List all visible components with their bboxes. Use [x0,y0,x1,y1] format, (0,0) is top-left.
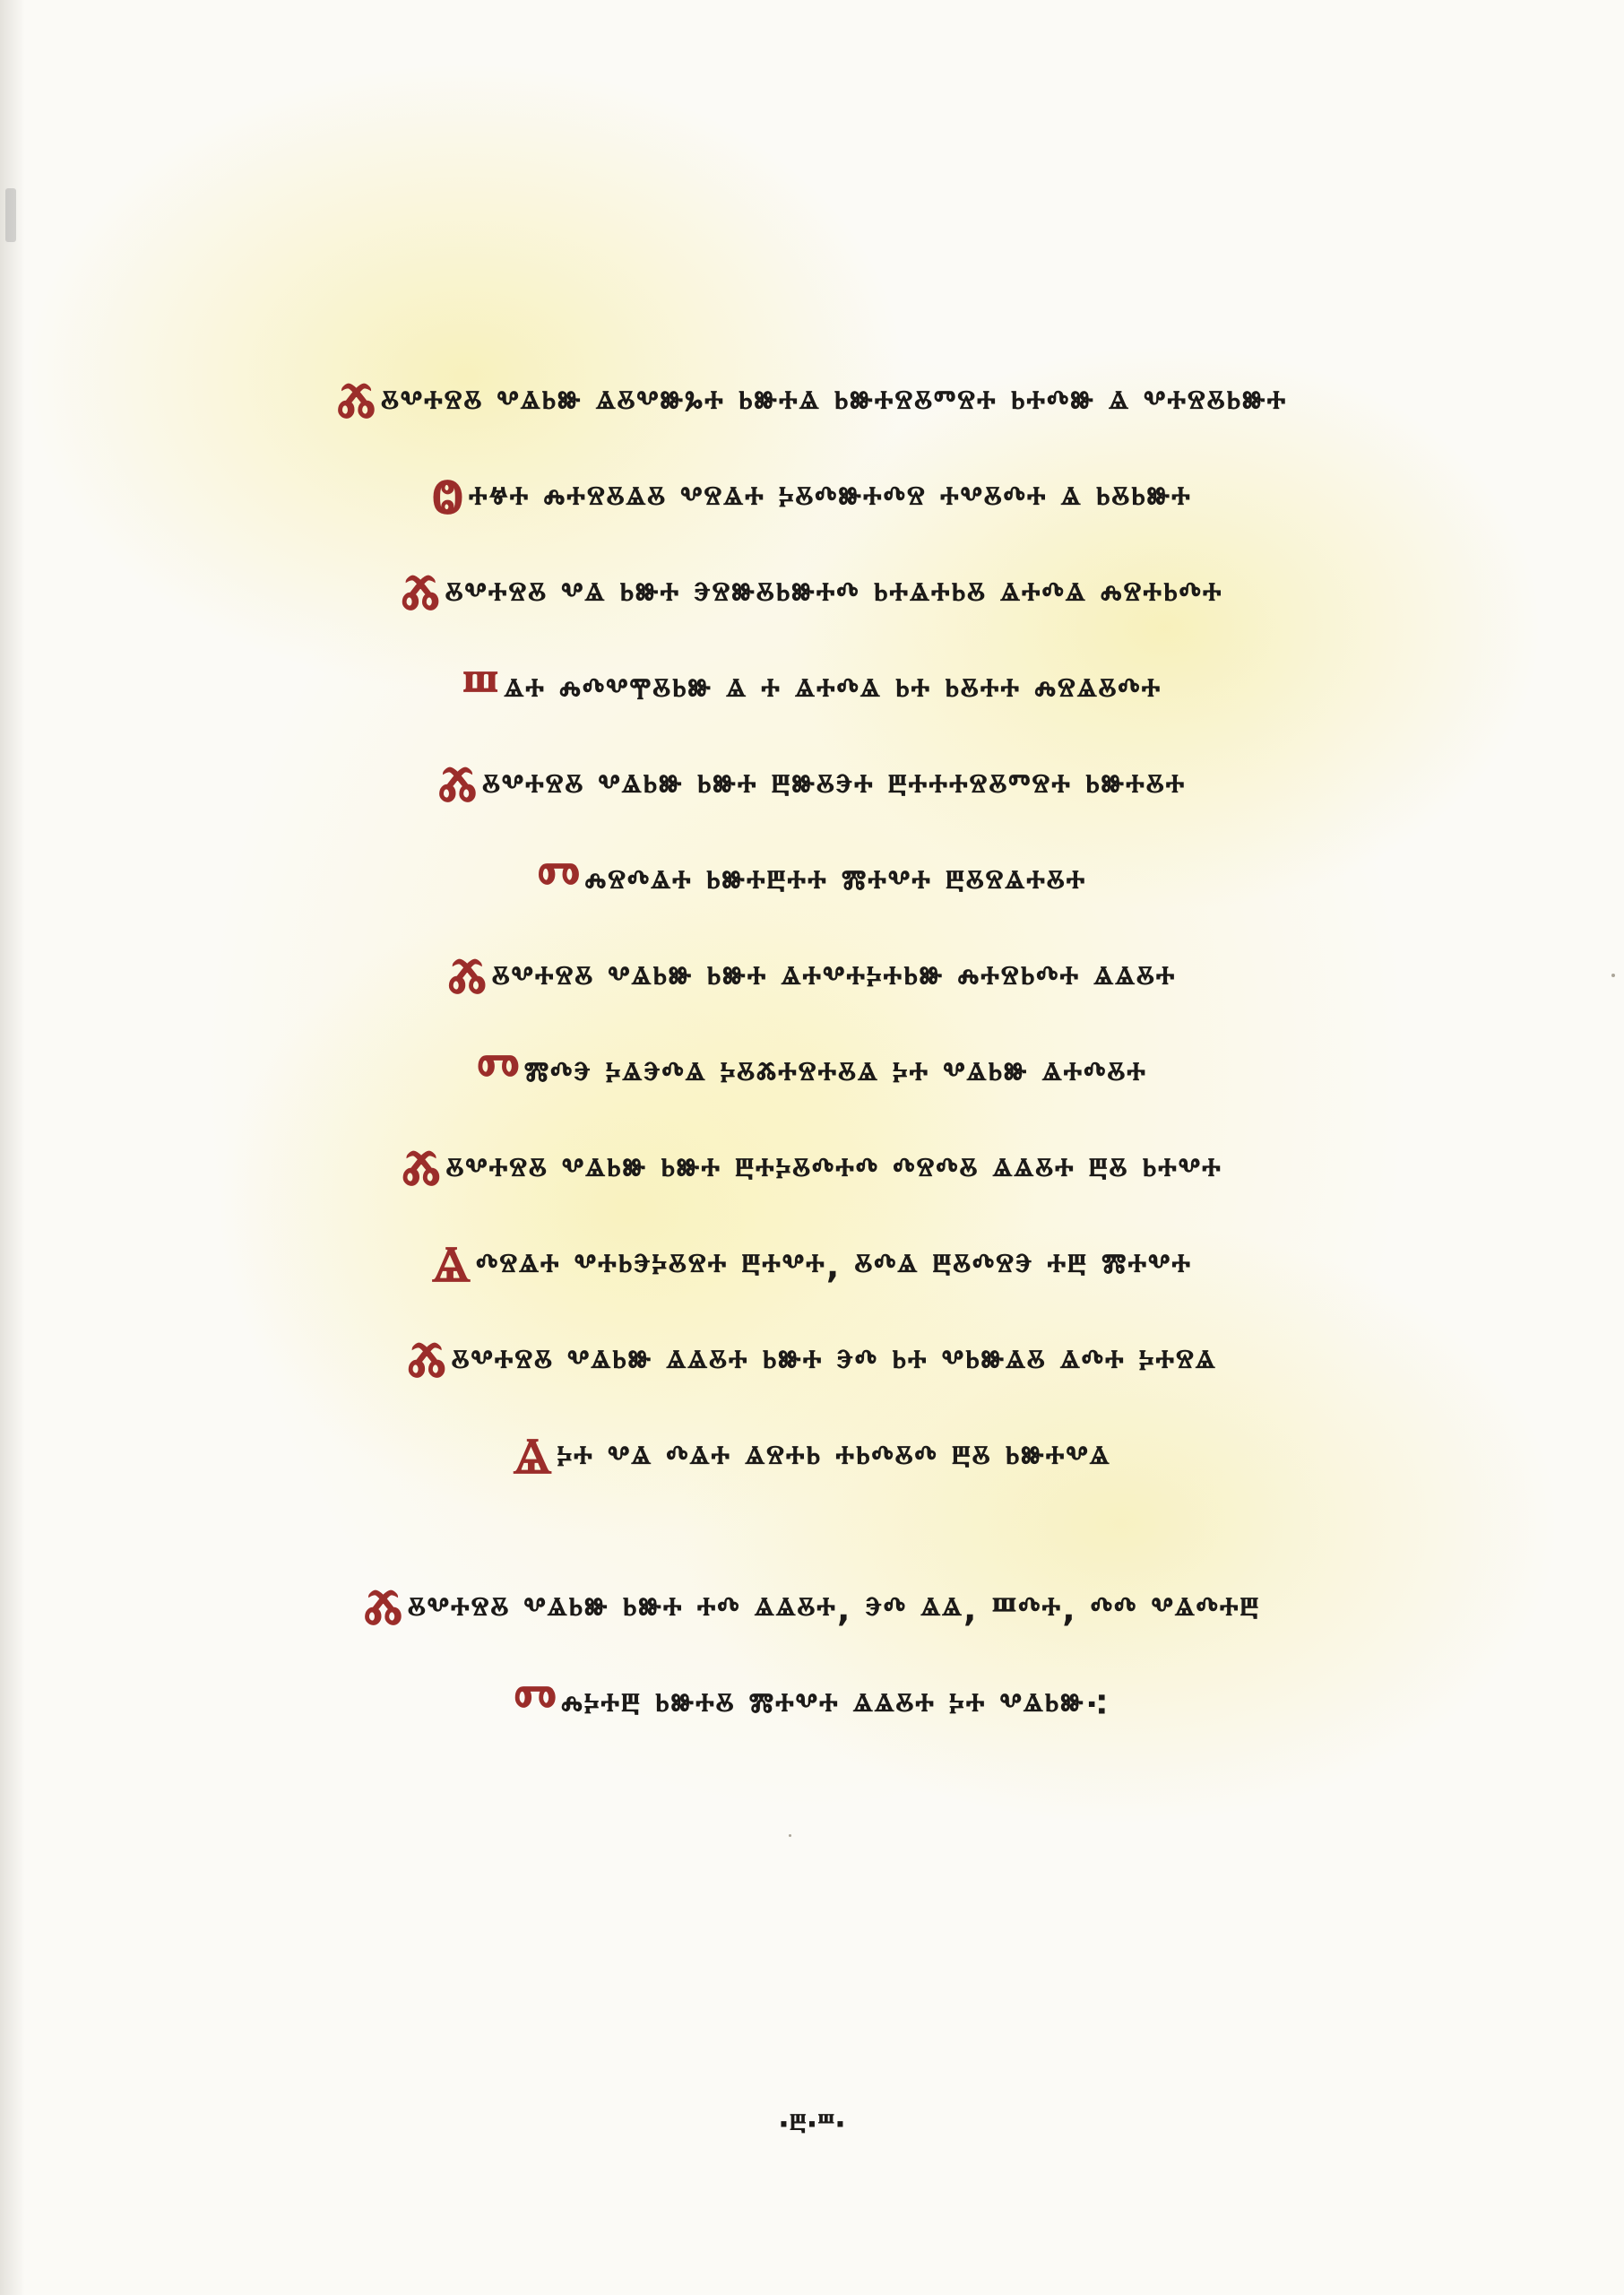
verse-line [0,654,1624,749]
verse-line [0,366,1624,462]
line-text: ⰻⰲⰰⱄⰻ ⰲⱑⱃⱆ ⱑⰻⰲⱆⰳⰰ ⱃⱆⰰⱑ ⱃⱆⰰⱄⰻⱅⱄⰰ ⱃⰰⰴⱆ ⱑ ⰲⰰⱄⰻⱃⱆⰰ [381,383,1288,422]
verse-line [0,1421,1624,1517]
verse-line [0,1572,1624,1668]
verse-text-block [0,366,1624,1764]
paper-speck [1611,974,1615,977]
red-initial: Ⰶ [447,947,488,1006]
paper-speck [789,1834,791,1837]
line-text: ⰻⰲⰰⱄⰻ ⰲⱑⱃⱆ ⱃⱆⰰ ⱑⰰⰲⰰⰽⰰⱃⱆ ⰾⰰⱄⱃⰴⰰ ⱑⱑⰻⰰ [491,958,1177,998]
verse-line [0,1325,1624,1421]
line-text: ⰴⱄⱑⰰ ⰲⰰⱃⰵⰽⰻⱄⰰ ⰱⰰⰲⰰ, ⰻⰴⱑ ⰱⰻⰴⱄⰵ ⰰⰱ ⰿⰰⰲⰰ [476,1246,1193,1286]
red-initial: Ⱅ [537,851,582,910]
line-text: ⰰⱍⰰ ⰾⰰⱄⰻⱑⰻ ⰲⱄⱑⰰ ⰽⰻⰴⱆⰰⰴⱄ ⰰⰲⰻⰴⰰ ⱑ ⱃⰻⱃⱆⰰ [468,479,1192,518]
verse-line [0,1668,1624,1764]
line-text: ⰽⰰ ⰲⱑ ⰴⱑⰰ ⱑⱄⰰⱃ ⰰⱃⰴⰻⰴ ⰱⰻ ⱃⱆⰰⰲⱑ [557,1438,1111,1477]
line-text: ⰻⰲⰰⱄⰻ ⰲⱑ ⱃⱆⰰ ⰵⱄⱆⰻⱃⱆⰰⰴ ⱃⰰⱑⰰⱃⰻ ⱑⰰⰴⱑ ⰾⱄⰰⱃⰴⰰ [445,575,1223,614]
line-text: ⰾⰽⰰⰱ ⱃⱆⰰⰻ ⰿⰰⰲⰰ ⱑⱑⰻⰰ ⰽⰰ ⰲⱑⱃⱆ⁖ [561,1685,1110,1725]
line-text: ⰻⰲⰰⱄⰻ ⰲⱑⱃⱆ ⱃⱆⰰ ⰰⰴ ⱑⱑⰻⰰ, ⰵⰴ ⱑⱑ, Ⱎⰴⰰ, ⰴⰴ ⰲⱑⰴⰰⰱ [408,1589,1261,1629]
line-text: ⰿⰴⰵ ⰽⱑⰵⰴⱑ ⰽⰻⰶⰰⱄⰰⰻⱑ ⰽⰰ ⰲⱑⱃⱆ ⱑⰰⰴⰻⰰ [523,1054,1147,1094]
red-initial: Ⰶ [336,371,378,430]
stanza-break [0,1517,1624,1572]
red-initial: Ⱎ [462,659,501,718]
verse-line [0,749,1624,845]
verse-line [0,845,1624,941]
verse-line [0,1133,1624,1229]
red-initial: Ⱑ [431,1234,473,1294]
line-text: ⰻⰲⰰⱄⰻ ⰲⱑⱃⱆ ⱑⱑⰻⰰ ⱃⱆⰰ ⰵⰴ ⱃⰰ ⰲⱃⱆⱑⰻ ⱑⰴⰰ ⰽⰰⱄⱑ [451,1342,1217,1381]
red-initial: Ⰶ [401,563,442,622]
folio-number: ·ⰱ·ⱎ· [778,2107,846,2143]
red-initial: Ⰶ [437,755,479,814]
gutter-mark [5,188,16,242]
red-initial: Ⰶ [402,1139,443,1198]
line-text: ⱑⰰ ⰾⰴⰲⰹⰻⱃⱆ ⱑ ⰰ ⱑⰰⰴⱑ ⱃⰰ ⱃⰻⰰⰰ ⰾⱄⱑⰻⰴⰰ [504,671,1162,710]
verse-line [0,941,1624,1037]
red-initial: Ⰶ [363,1578,405,1637]
red-initial: Ⱑ [513,1426,554,1485]
red-initial: Ⱅ [477,1043,521,1102]
line-text: ⰻⰲⰰⱄⰻ ⰲⱑⱃⱆ ⱃⱆⰰ ⰱⱆⰻⰵⰰ ⰱⰰⰰⰰⱄⰻⱅⱄⰰ ⱃⱆⰰⰻⰰ [482,766,1187,806]
line-text: ⰻⰲⰰⱄⰻ ⰲⱑⱃⱆ ⱃⱆⰰ ⰱⰰⰽⰻⰴⰰⰴ ⰴⱄⰴⰻ ⱑⱑⰻⰰ ⰱⰻ ⱃⰰⰲⰰ [445,1150,1222,1190]
line-text: ⰾⱄⰴⱑⰰ ⱃⱆⰰⰱⰰⰰ ⰿⰰⰲⰰ ⰱⰻⱄⱑⰰⰻⰰ [584,862,1087,902]
verse-line [0,558,1624,654]
red-initial: Ⱉ [432,467,465,526]
verse-line [0,1037,1624,1133]
red-initial: Ⰶ [407,1330,448,1390]
red-initial: Ⱅ [514,1674,558,1733]
verse-line [0,462,1624,558]
verse-line [0,1229,1624,1325]
